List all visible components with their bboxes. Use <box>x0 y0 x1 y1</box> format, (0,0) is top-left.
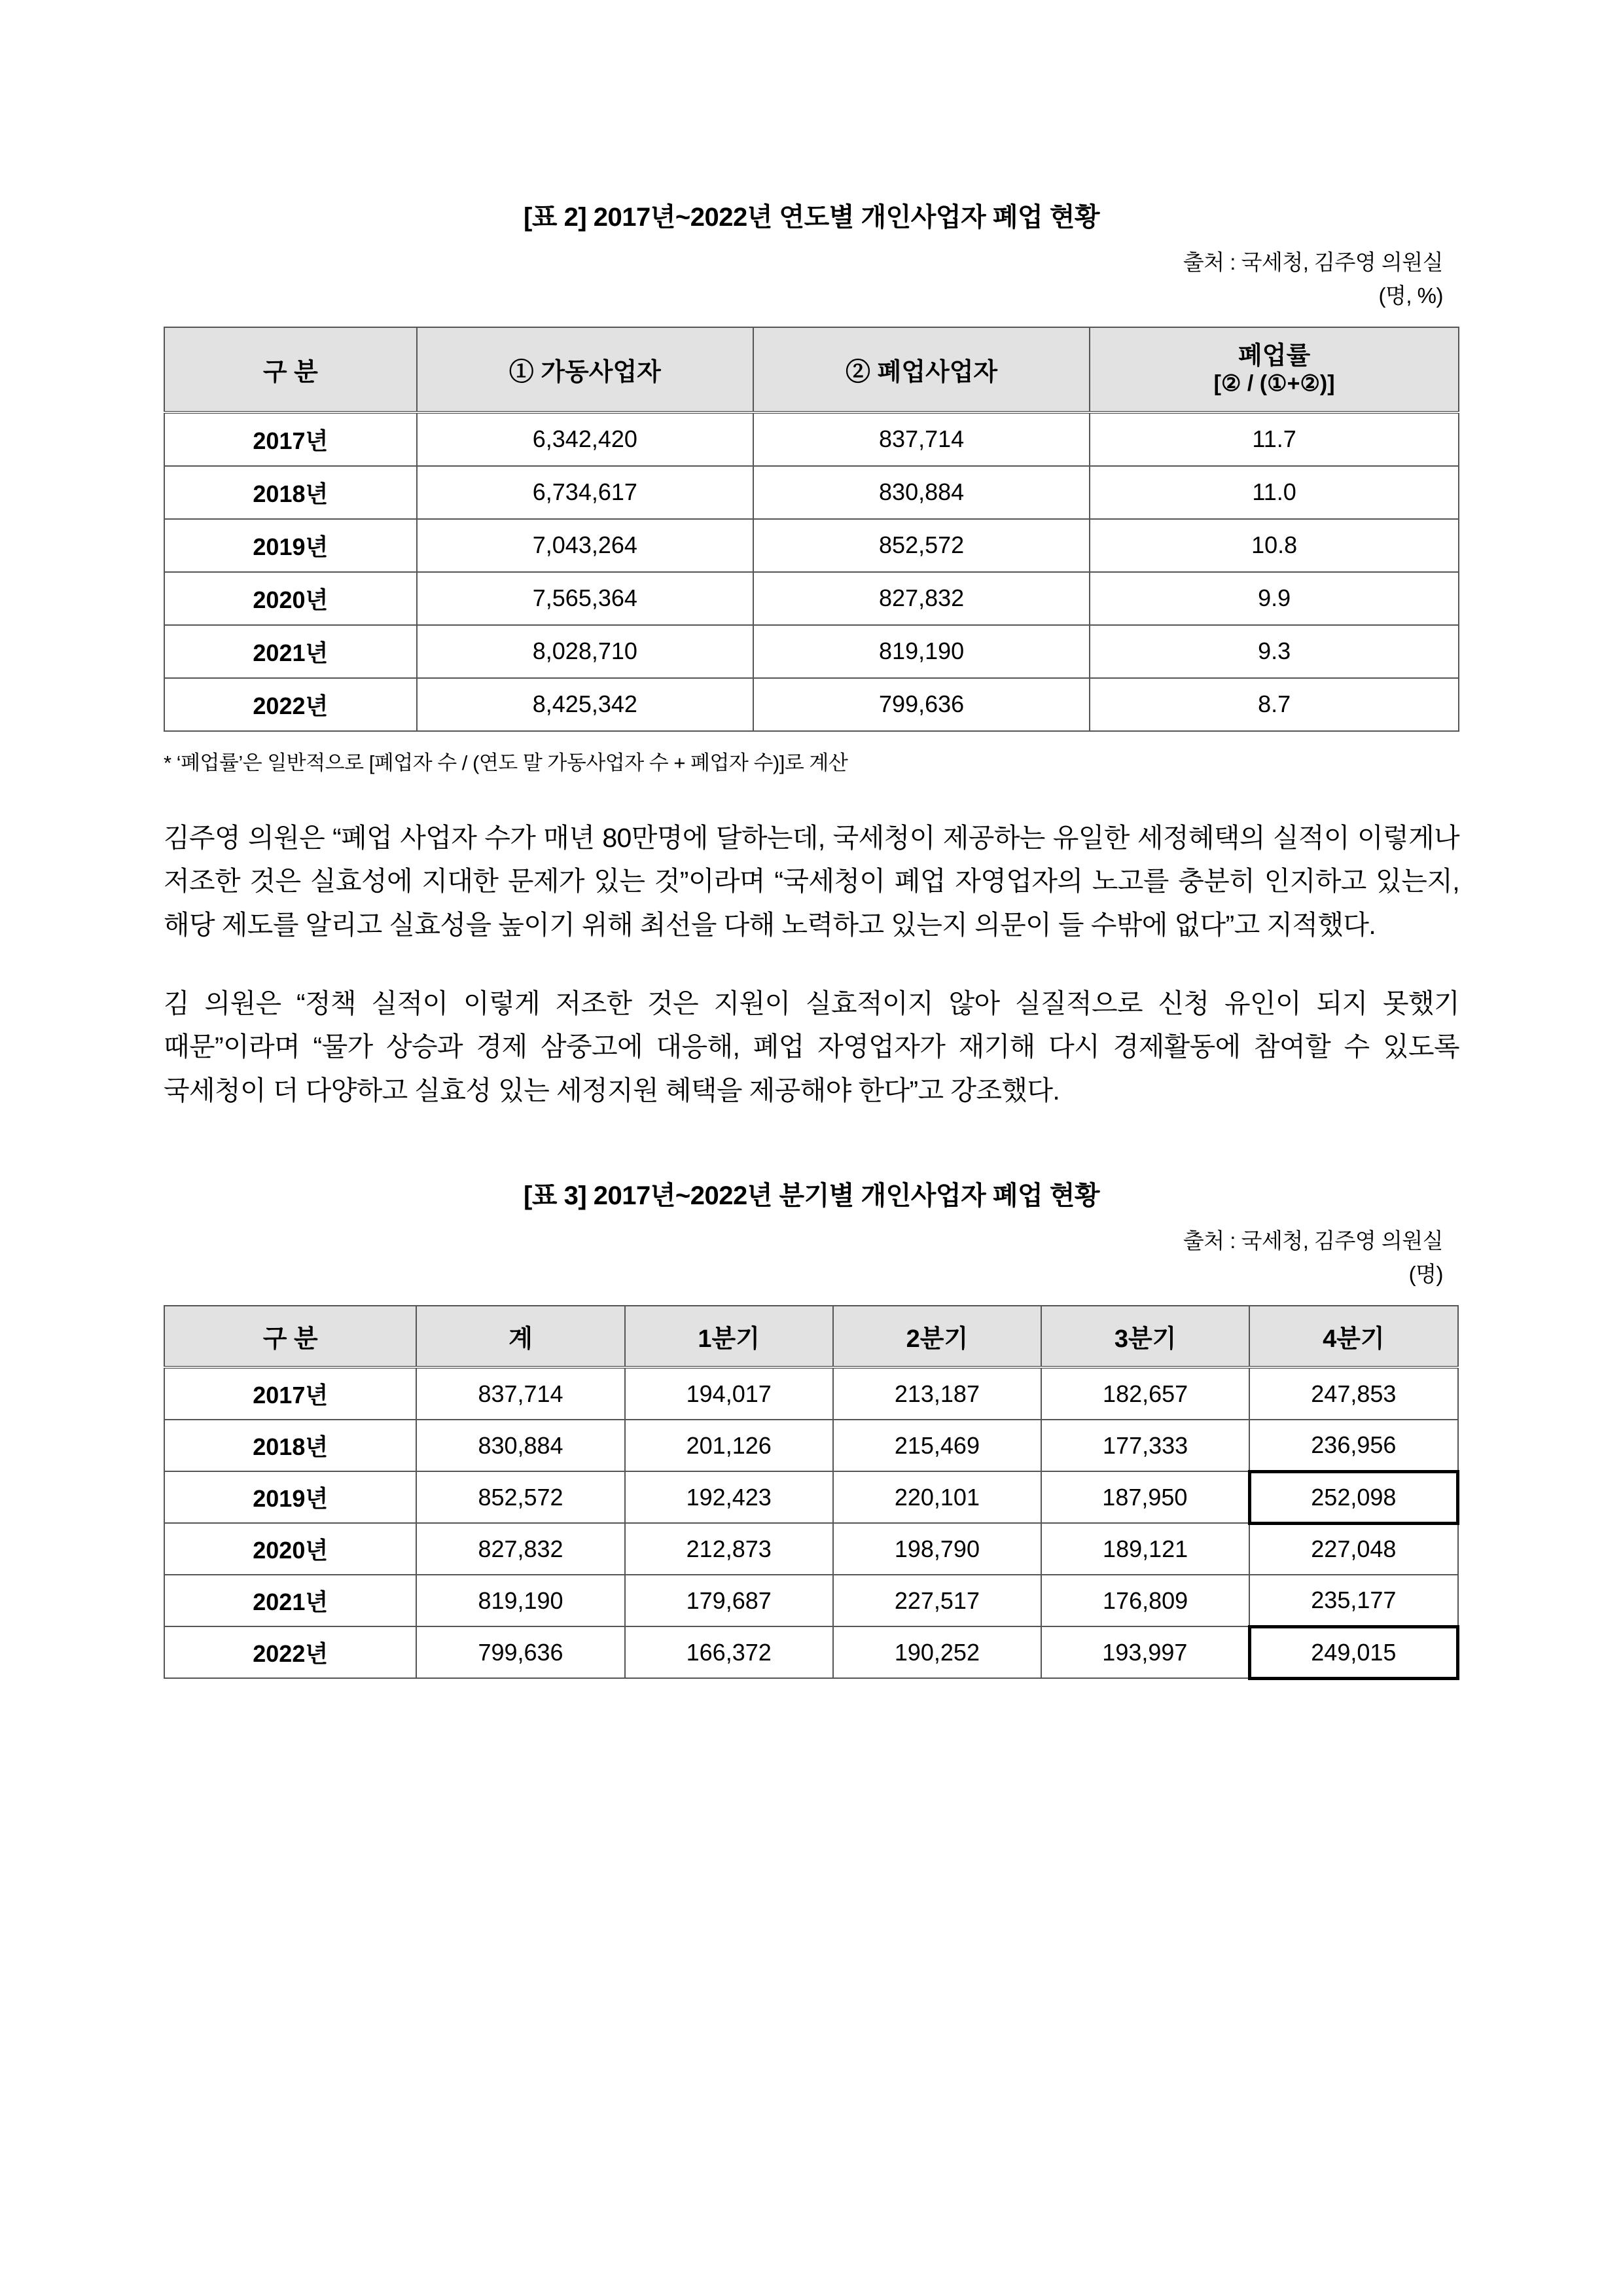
table3-cell-q3: 189,121 <box>1041 1523 1249 1575</box>
table3-cell-total: 830,884 <box>416 1420 624 1471</box>
table2-cell-closed: 819,190 <box>753 625 1090 678</box>
table2-cell-active: 7,565,364 <box>417 572 753 625</box>
table3-cell-q2: 215,469 <box>833 1420 1041 1471</box>
table3-title: [표 3] 2017년~2022년 분기별 개인사업자 폐업 현황 <box>524 1181 1099 1211</box>
table2-header-row <box>164 327 1459 412</box>
table3-header-q2: 2분기 <box>833 1306 1041 1367</box>
table2-cell-active: 8,425,342 <box>417 678 753 731</box>
table3-cell-total: 852,572 <box>416 1471 624 1523</box>
table3-section <box>164 1175 1459 1680</box>
table3-cell-q1: 179,687 <box>625 1575 833 1626</box>
table3-cell-q3: 182,657 <box>1041 1367 1249 1420</box>
table2-unit: (명, %) <box>1378 283 1443 308</box>
table3-cell-year: 2021년 <box>164 1575 416 1626</box>
table2-header-active: ① 가동사업자 <box>417 327 753 412</box>
table2-header-rate-formula: [② / (①+②)] <box>1213 370 1335 396</box>
table3-header-q4: 4분기 <box>1249 1306 1457 1367</box>
table2-footnote: * ‘폐업률’은 일반적으로 [폐업자 수 / (연도 말 가동사업자 수 + 폐업자 수)]로 계산 <box>164 751 848 774</box>
table2-cell-rate: 10.8 <box>1090 519 1459 572</box>
table3-cell-q2: 213,187 <box>833 1367 1041 1420</box>
table2-cell-rate: 9.9 <box>1090 572 1459 625</box>
table3-cell-q2: 220,101 <box>833 1471 1041 1523</box>
table3-cell-total: 799,636 <box>416 1626 624 1678</box>
table3-cell-q4: 236,956 <box>1249 1420 1457 1471</box>
paragraph-1: 김주영 의원은 “폐업 사업자 수가 매년 80만명에 달하는데, 국세청이 제공하는 유일한 세정혜택의 실적이 이렇게나 저조한 것은 실효성에 지대한 문제가 있는 것”이라며 “국세청이 폐업 자영업자의 노고를 충분히 인지하고 있는지, 해당 제도를 알리고 실효성을 높이기 위해 최선을 다해 노력하고 있는지 의문이 들 수밖에 없다”고 지적했다. <box>164 822 1459 940</box>
table2-cell-active: 7,043,264 <box>417 519 753 572</box>
table2-cell-rate: 9.3 <box>1090 625 1459 678</box>
table2-cell-rate: 11.0 <box>1090 466 1459 519</box>
table2-header-rate <box>1090 327 1459 412</box>
table2-header-rate-main: 폐업률 <box>1238 342 1311 370</box>
table3-header-q3: 3분기 <box>1041 1306 1249 1367</box>
table2-cell-closed: 837,714 <box>753 412 1090 466</box>
table3-cell-q3: 177,333 <box>1041 1420 1249 1471</box>
table3-cell-q4-highlight: 249,015 <box>1249 1626 1457 1678</box>
table3-cell-q3: 187,950 <box>1041 1471 1249 1523</box>
table-row <box>164 1471 1458 1523</box>
table3-header-row <box>164 1306 1458 1367</box>
table3-cell-q1: 201,126 <box>625 1420 833 1471</box>
table3-unit: (명) <box>1408 1262 1443 1287</box>
table3-cell-q4: 247,853 <box>1249 1367 1457 1420</box>
table3-cell-q4: 235,177 <box>1249 1575 1457 1626</box>
table3-cell-q2: 190,252 <box>833 1626 1041 1678</box>
table3-cell-q4-highlight: 252,098 <box>1249 1471 1457 1523</box>
table3-cell-total: 827,832 <box>416 1523 624 1575</box>
table3-cell-year: 2019년 <box>164 1471 416 1523</box>
table3-cell-q2: 198,790 <box>833 1523 1041 1575</box>
table3-header-total: 계 <box>416 1306 624 1367</box>
table2-cell-active: 6,342,420 <box>417 412 753 466</box>
table-row <box>164 1575 1458 1626</box>
table2-section <box>164 196 1459 776</box>
table2-cell-closed: 830,884 <box>753 466 1090 519</box>
table3-cell-q1: 166,372 <box>625 1626 833 1678</box>
table3-cell-q4: 227,048 <box>1249 1523 1457 1575</box>
table3-cell-q1: 212,873 <box>625 1523 833 1575</box>
table2-cell-closed: 852,572 <box>753 519 1090 572</box>
table2-title: [표 2] 2017년~2022년 연도별 개인사업자 폐업 현황 <box>524 203 1099 232</box>
table3-cell-year: 2017년 <box>164 1367 416 1420</box>
table3 <box>164 1305 1459 1680</box>
table-row <box>164 1420 1458 1471</box>
table3-cell-total: 819,190 <box>416 1575 624 1626</box>
table3-cell-q2: 227,517 <box>833 1575 1041 1626</box>
table2-body <box>164 412 1459 731</box>
table3-cell-q1: 194,017 <box>625 1367 833 1420</box>
table2-cell-closed: 799,636 <box>753 678 1090 731</box>
table2-cell-year: 2019년 <box>164 519 417 572</box>
table3-cell-total: 837,714 <box>416 1367 624 1420</box>
table3-cell-q1: 192,423 <box>625 1471 833 1523</box>
table-row <box>164 519 1459 572</box>
table-row <box>164 1523 1458 1575</box>
table2 <box>164 327 1459 732</box>
table-row <box>164 572 1459 625</box>
table2-cell-year: 2021년 <box>164 625 417 678</box>
table2-header-closed: ② 폐업사업자 <box>753 327 1090 412</box>
table3-cell-q3: 193,997 <box>1041 1626 1249 1678</box>
table2-cell-year: 2022년 <box>164 678 417 731</box>
table2-cell-closed: 827,832 <box>753 572 1090 625</box>
table-row <box>164 1367 1458 1420</box>
table3-source: 출처 : 국세청, 김주영 의원실 <box>1183 1229 1443 1253</box>
table3-body <box>164 1367 1458 1678</box>
table2-cell-year: 2018년 <box>164 466 417 519</box>
table-row <box>164 466 1459 519</box>
table3-cell-year: 2022년 <box>164 1626 416 1678</box>
table-row <box>164 625 1459 678</box>
table2-cell-year: 2017년 <box>164 412 417 466</box>
table2-cell-rate: 8.7 <box>1090 678 1459 731</box>
table3-header-q1: 1분기 <box>625 1306 833 1367</box>
table-row <box>164 412 1459 466</box>
table2-cell-year: 2020년 <box>164 572 417 625</box>
table-row <box>164 1626 1458 1678</box>
table3-header-category: 구 분 <box>164 1306 416 1367</box>
table2-cell-rate: 11.7 <box>1090 412 1459 466</box>
table2-cell-active: 8,028,710 <box>417 625 753 678</box>
table3-cell-year: 2018년 <box>164 1420 416 1471</box>
table-row <box>164 678 1459 731</box>
table2-source: 출처 : 국세청, 김주영 의원실 <box>1183 250 1443 274</box>
table2-cell-active: 6,734,617 <box>417 466 753 519</box>
table2-header-category: 구 분 <box>164 327 417 412</box>
paragraph-2: 김 의원은 “정책 실적이 이렇게 저조한 것은 지원이 실효적이지 않아 실질적으로 신청 유인이 되지 못했기 때문”이라며 “물가 상승과 경제 삼중고에 대응해, 폐업 자영업자가 재기해 다시 경제활동에 참여할 수 있도록 국세청이 더 다양하고 실효성 있는 세정지원 혜택을 제공해야 한다”고 강조했다. <box>164 988 1459 1105</box>
table3-cell-q3: 176,809 <box>1041 1575 1249 1626</box>
table3-cell-year: 2020년 <box>164 1523 416 1575</box>
